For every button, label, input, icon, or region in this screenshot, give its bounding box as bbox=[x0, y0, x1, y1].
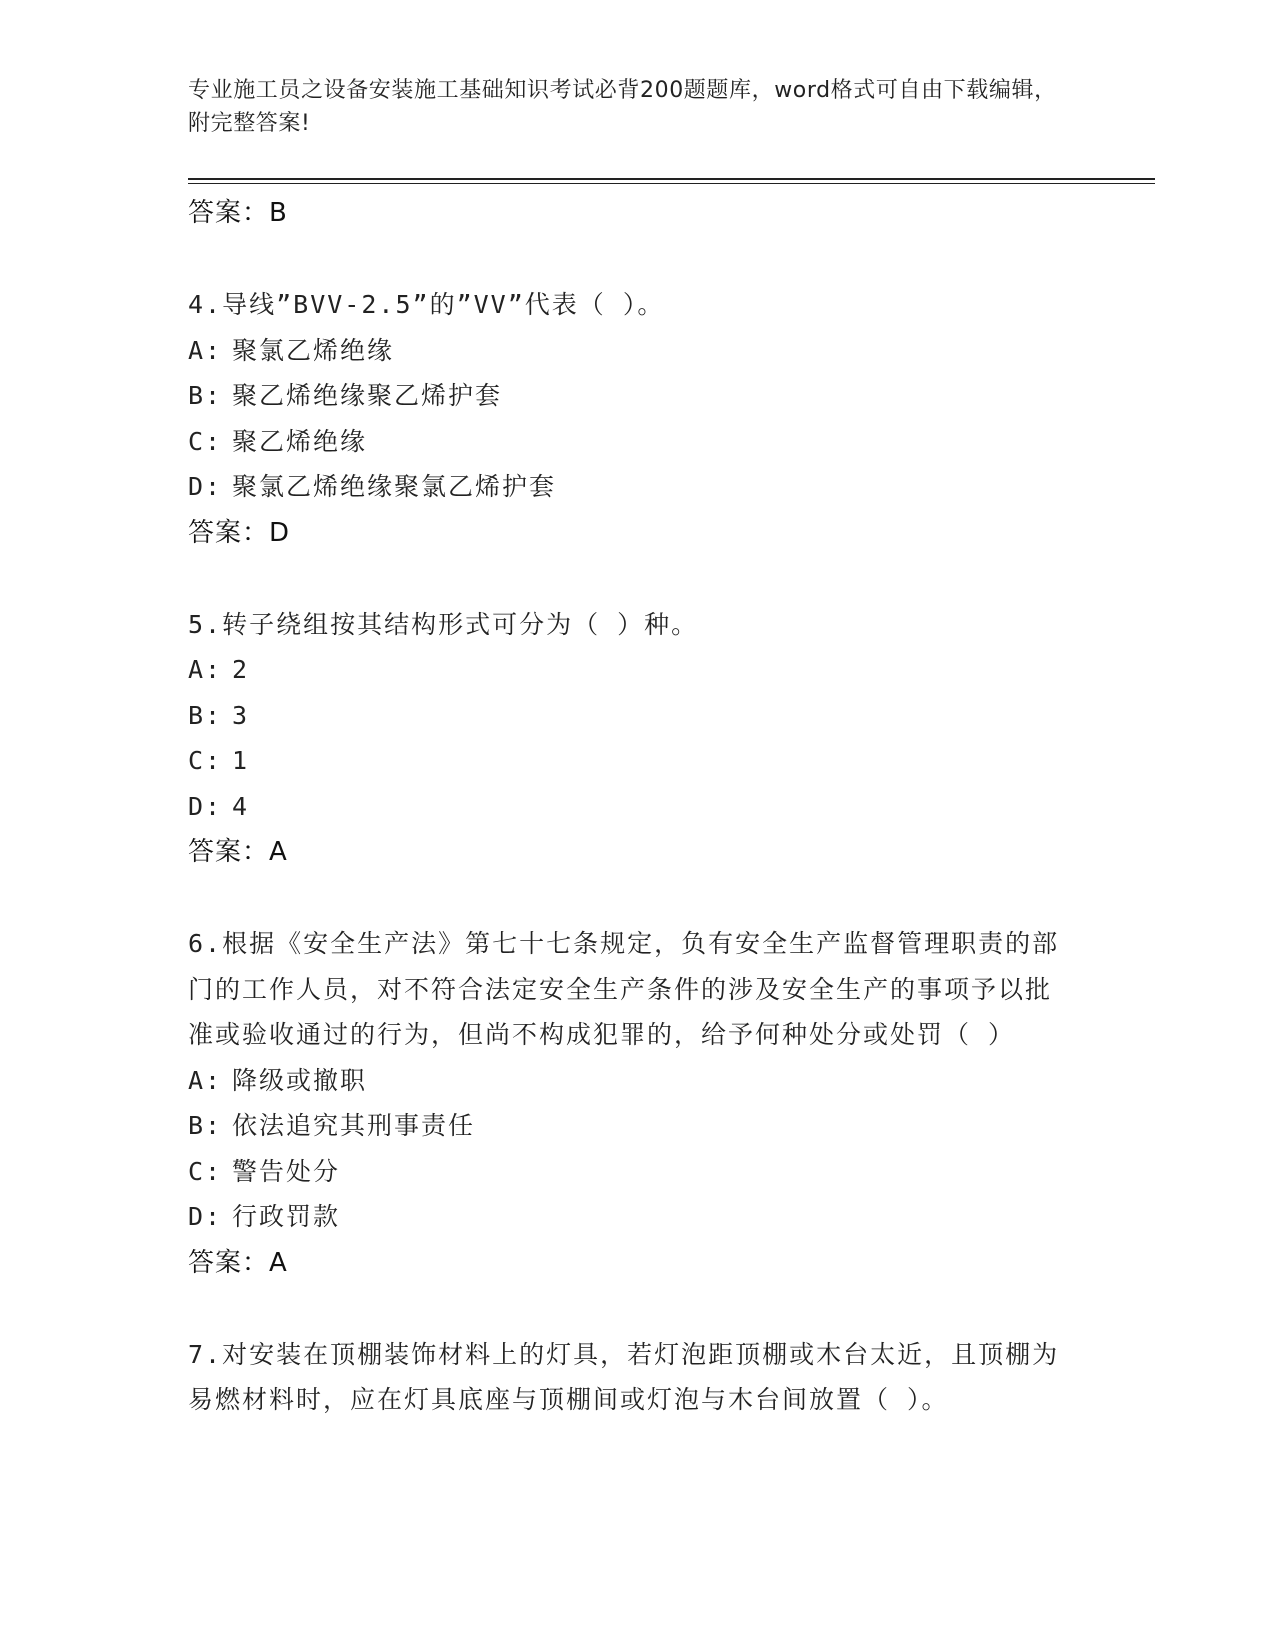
option-key: C: bbox=[188, 1156, 223, 1186]
option-text: 聚乙烯绝缘聚乙烯护套 bbox=[232, 381, 503, 410]
option-text: 降级或撤职 bbox=[232, 1065, 368, 1095]
option-key: B: bbox=[188, 700, 223, 730]
option-key: A: bbox=[188, 1065, 223, 1095]
answer-line bbox=[188, 829, 1068, 875]
spacer bbox=[188, 875, 1068, 921]
question-list bbox=[188, 190, 1068, 1423]
answer-value: A bbox=[269, 1247, 288, 1278]
option-text: 3 bbox=[232, 700, 250, 730]
option-c bbox=[188, 1149, 1068, 1195]
option-text: 聚氯乙烯绝缘聚氯乙烯护套 bbox=[232, 472, 557, 501]
question-block bbox=[188, 921, 1068, 1286]
answer-value: B bbox=[269, 198, 288, 228]
option-key: D: bbox=[188, 791, 223, 821]
option-key: A: bbox=[188, 655, 223, 684]
option-key: D: bbox=[188, 472, 223, 501]
option-key: A: bbox=[188, 335, 223, 365]
option-key: B: bbox=[188, 1111, 223, 1140]
question-text: 6.根据《安全生产法》第七十七条规定，负有安全生产监督管理职责的部门的工作人员，对不符合法定安全生产条件的涉及安全生产的事项予以批准或验收通过的行为，但尚不构成犯罪的，给予何种处分或处罚（ ） bbox=[188, 929, 1060, 1049]
option-text: 聚乙烯绝缘 bbox=[232, 426, 368, 456]
option-text: 警告处分 bbox=[232, 1156, 341, 1186]
option-c bbox=[188, 738, 1068, 784]
spacer bbox=[188, 556, 1068, 602]
question-block bbox=[188, 282, 1068, 556]
question-block bbox=[188, 602, 1068, 876]
option-d bbox=[188, 1194, 1068, 1240]
option-a bbox=[188, 647, 1068, 693]
option-d bbox=[188, 784, 1068, 830]
answer-label: 答案： bbox=[188, 198, 270, 228]
document-header: 专业施工员之设备安装施工基础知识考试必背200题题库，word格式可自由下载编辑，附完整答案! bbox=[188, 78, 1057, 136]
answer-line bbox=[188, 1240, 1068, 1286]
answer-value: A bbox=[269, 837, 288, 867]
answer-label: 答案： bbox=[188, 837, 270, 867]
option-a bbox=[188, 1058, 1068, 1104]
option-text: 1 bbox=[232, 746, 250, 775]
spacer bbox=[188, 236, 1068, 282]
option-key: B: bbox=[188, 381, 223, 410]
option-text: 依法追究其刑事责任 bbox=[232, 1111, 476, 1140]
header-rule-thick bbox=[188, 178, 1155, 180]
option-b bbox=[188, 1103, 1068, 1149]
option-d bbox=[188, 464, 1068, 510]
answer-value: D bbox=[269, 517, 291, 548]
spacer bbox=[188, 1286, 1068, 1332]
question-block bbox=[188, 1332, 1068, 1423]
question-text: 4.导线”BVV-2.5”的”VV”代表（ ）。 bbox=[188, 290, 665, 319]
option-key: C: bbox=[188, 426, 223, 456]
option-key: C: bbox=[188, 746, 223, 775]
option-c bbox=[188, 419, 1068, 465]
option-a bbox=[188, 328, 1068, 374]
option-text: 2 bbox=[232, 655, 250, 684]
option-text: 行政罚款 bbox=[232, 1202, 341, 1231]
answer-label: 答案： bbox=[188, 1247, 270, 1278]
answer-line bbox=[188, 510, 1068, 556]
question-text: 7.对安装在顶棚装饰材料上的灯具，若灯泡距顶棚或木台太近，且顶棚为易燃材料时，应在灯具底座与顶棚间或灯泡与木台间放置（ ）。 bbox=[188, 1339, 1060, 1414]
answer-line bbox=[188, 190, 1068, 236]
option-key: D: bbox=[188, 1202, 223, 1231]
option-text: 聚氯乙烯绝缘 bbox=[232, 335, 395, 365]
option-b bbox=[188, 373, 1068, 419]
option-b bbox=[188, 693, 1068, 739]
answer-label: 答案： bbox=[188, 517, 270, 548]
question-text: 5.转子绕组按其结构形式可分为（ ）种。 bbox=[188, 609, 699, 639]
header-rule-thin bbox=[188, 183, 1155, 184]
option-text: 4 bbox=[232, 791, 250, 821]
